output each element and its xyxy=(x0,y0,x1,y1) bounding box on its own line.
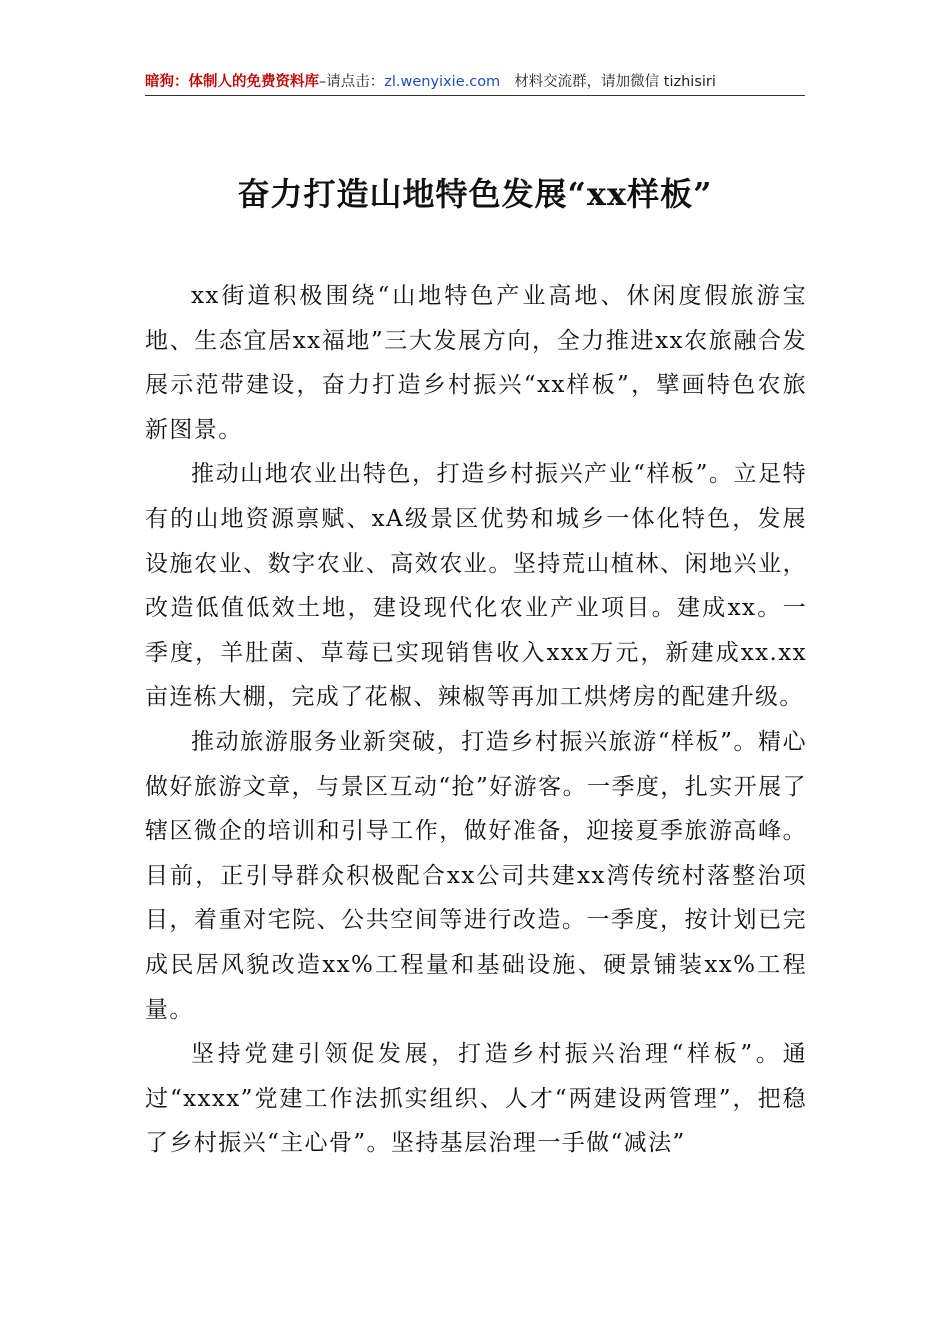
document-body xyxy=(145,274,807,1166)
paragraph-intro: xx街道积极围绕“山地特色产业高地、休闲度假旅游宝地、生态宜居xx福地”三大发展方向，全力推进xx农旅融合发展示范带建设，奋力打造乡村振兴“xx样板”，擘画特色农旅新图景。 xyxy=(145,283,807,443)
paragraph-governance: 坚持党建引领促发展，打造乡村振兴治理“样板”。通过“xxxx”党建工作法抓实组织、人才“两建设两管理”，把稳了乡村振兴“主心骨”。坚持基层治理一手做“减法” xyxy=(145,1041,807,1157)
header-website-link[interactable]: zl.wenyixie.com xyxy=(384,74,501,90)
paragraph-agriculture: 推动山地农业出特色，打造乡村振兴产业“样板”。立足特有的山地资源禀赋、xA级景区优势和城乡一体化特色，发展设施农业、数字农业、高效农业。坚持荒山植林、闲地兴业，改造低值低效土地，建设现代化农业产业项目。建成xx。一季度，羊肚菌、草莓已实现销售收入xxx万元，新建成xx.xx亩连栋大棚，完成了花椒、辣椒等再加工烘烤房的配建升级。 xyxy=(145,461,807,711)
document-title: 奋力打造山地特色发展“xx样板” xyxy=(237,175,713,213)
header-source-name: 暗狗：体制人的免费资料库 xyxy=(145,74,319,90)
header-click-prompt: –请点击： xyxy=(319,74,385,90)
page-header xyxy=(145,70,805,94)
header-contact: 材料交流群，请加微信 tizhisiri xyxy=(514,74,716,90)
header-divider xyxy=(145,95,805,96)
paragraph-tourism: 推动旅游服务业新突破，打造乡村振兴旅游“样板”。精心做好旅游文章，与景区互动“抢”好游客。一季度，扎实开展了辖区微企的培训和引导工作，做好准备，迎接夏季旅游高峰。目前，正引导群众积极配合xx公司共建xx湾传统村落整治项目，着重对宅院、公共空间等进行改造。一季度，按计划已完成民居风貌改造xx%工程量和基础设施、硬景铺装xx%工程量。 xyxy=(145,728,807,1023)
